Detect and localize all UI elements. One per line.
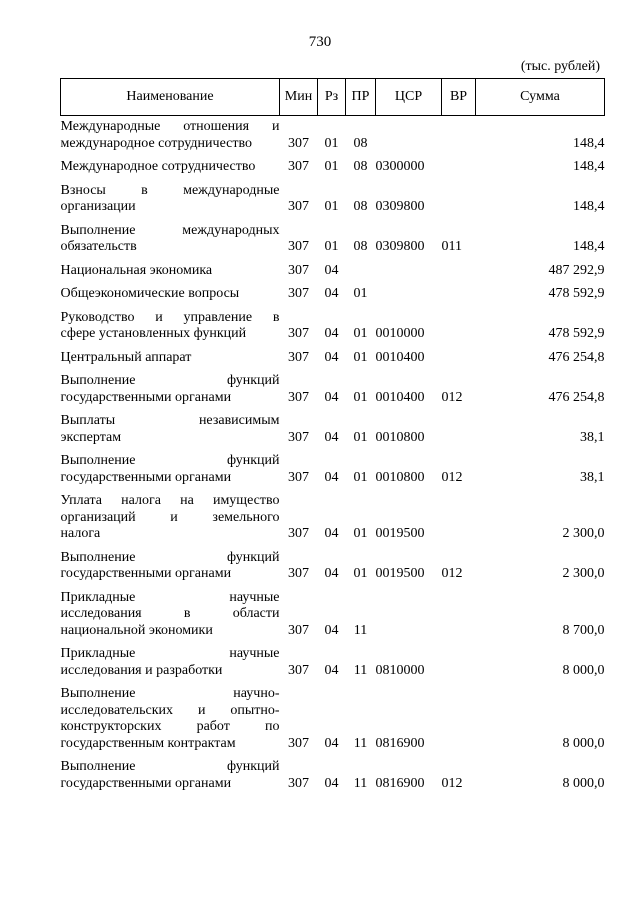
table-row xyxy=(61,260,605,284)
cell-name-line: государственным контрактам xyxy=(60,735,236,751)
cell-name xyxy=(61,683,280,756)
budget-table xyxy=(60,78,605,796)
column-header-sum: Сумма xyxy=(476,79,605,116)
cell-vr xyxy=(442,683,476,756)
cell-pr xyxy=(346,260,376,284)
cell-csr: 0019500 xyxy=(375,526,425,541)
cell-rz: 01 xyxy=(324,159,339,174)
table-row xyxy=(61,450,605,490)
cell-name-line: сфере установленных функций xyxy=(60,326,247,341)
cell-vr xyxy=(442,490,476,547)
cell-pr: 01 xyxy=(353,526,368,541)
cell-rz: 04 xyxy=(324,262,339,278)
cell-rz: 04 xyxy=(324,326,339,341)
cell-name-line: Выполнение научно- xyxy=(60,686,280,701)
cell-vr: 012 xyxy=(441,775,463,791)
cell-vr xyxy=(442,307,476,347)
cell-sum: 2 300,0 xyxy=(562,526,605,541)
cell-name-line: налога xyxy=(60,526,101,541)
cell-csr: 0019500 xyxy=(375,566,425,581)
cell-name-line: Выполнение функций xyxy=(60,373,280,388)
cell-rz: 04 xyxy=(324,469,339,485)
cell-name-line: Общеэкономические вопросы xyxy=(60,286,240,301)
cell-csr: 0810000 xyxy=(375,662,425,678)
table-row xyxy=(61,156,605,180)
table-row xyxy=(61,756,605,796)
cell-rz: 04 xyxy=(324,566,339,581)
cell-pr: 11 xyxy=(353,775,368,791)
cell-pr: 11 xyxy=(353,622,368,638)
cell-name-line: Руководство и управление в xyxy=(60,309,280,325)
cell-min: 307 xyxy=(288,349,309,365)
column-header-rz: Рз xyxy=(318,79,346,116)
cell-rz: 01 xyxy=(324,135,339,151)
cell-pr: 08 xyxy=(353,199,368,214)
cell-pr: 08 xyxy=(353,135,368,151)
cell-name xyxy=(61,220,280,260)
cell-sum: 8 000,0 xyxy=(562,775,605,791)
cell-name-line: Взносы в международные xyxy=(60,182,280,198)
cell-name-line: организаций и земельного xyxy=(60,509,280,525)
cell-name xyxy=(61,756,280,796)
cell-sum: 8 000,0 xyxy=(562,662,605,678)
cell-sum: 38,1 xyxy=(580,429,605,445)
cell-name xyxy=(61,587,280,644)
cell-pr: 11 xyxy=(353,735,368,751)
cell-csr xyxy=(376,116,442,157)
cell-name-line: Выполнение функций xyxy=(60,759,280,774)
cell-sum: 148,4 xyxy=(573,199,605,214)
cell-min: 307 xyxy=(288,286,309,301)
cell-min: 307 xyxy=(288,526,309,541)
table-body xyxy=(61,116,605,797)
cell-sum: 148,4 xyxy=(573,159,605,174)
table-row xyxy=(61,116,605,157)
table-row xyxy=(61,643,605,683)
cell-pr: 01 xyxy=(353,566,368,581)
table-row xyxy=(61,347,605,371)
cell-name xyxy=(61,643,280,683)
cell-name xyxy=(61,547,280,587)
cell-min: 307 xyxy=(288,239,309,254)
cell-name-line: Выполнение функций xyxy=(60,549,280,565)
page-number: 730 xyxy=(308,34,332,50)
cell-name-line: исследования в области xyxy=(60,606,280,621)
cell-name-line: обязательств xyxy=(60,239,137,254)
cell-pr: 01 xyxy=(353,349,368,365)
cell-csr: 0010800 xyxy=(375,429,425,445)
column-header-vr: ВР xyxy=(442,79,476,116)
table-row xyxy=(61,547,605,587)
cell-min: 307 xyxy=(288,389,309,405)
units-note: (тыс. рублей) xyxy=(520,59,600,74)
cell-min: 307 xyxy=(288,326,309,341)
cell-name-line: международное сотрудничество xyxy=(60,135,252,151)
table-row xyxy=(61,410,605,450)
cell-csr: 0010400 xyxy=(375,349,425,365)
cell-name xyxy=(61,180,280,220)
cell-name-line: Международное сотрудничество xyxy=(60,159,256,174)
cell-vr xyxy=(442,587,476,644)
cell-name xyxy=(61,283,280,307)
table-row xyxy=(61,490,605,547)
table-row xyxy=(61,683,605,756)
cell-vr xyxy=(442,116,476,157)
cell-sum: 476 254,8 xyxy=(548,389,605,405)
cell-name xyxy=(61,347,280,371)
cell-min: 307 xyxy=(288,775,309,791)
cell-name-line: экспертам xyxy=(60,429,122,445)
cell-rz: 04 xyxy=(324,775,339,791)
table-row xyxy=(61,180,605,220)
cell-sum: 478 592,9 xyxy=(548,326,605,341)
cell-csr: 0010400 xyxy=(375,389,425,405)
cell-name-line: Выполнение международных xyxy=(60,222,280,238)
cell-vr xyxy=(442,347,476,371)
cell-pr: 01 xyxy=(353,429,368,445)
cell-pr: 01 xyxy=(353,389,368,405)
cell-name-line: Прикладные научные xyxy=(60,589,280,605)
cell-rz: 04 xyxy=(324,622,339,638)
cell-min: 307 xyxy=(288,566,309,581)
cell-rz: 04 xyxy=(324,735,339,751)
cell-name-line: государственными органами xyxy=(60,469,232,485)
cell-name-line: исследования и разработки xyxy=(60,662,223,678)
cell-name-line: Выплаты независимым xyxy=(60,413,280,428)
cell-name xyxy=(61,156,280,180)
cell-vr: 012 xyxy=(441,389,463,405)
cell-sum: 478 592,9 xyxy=(548,286,605,301)
cell-min: 307 xyxy=(288,159,309,174)
cell-csr xyxy=(376,587,442,644)
cell-csr: 0300000 xyxy=(375,159,425,174)
cell-name-line: Международные отношения и xyxy=(60,119,280,134)
cell-pr: 08 xyxy=(353,159,368,174)
cell-csr: 0816900 xyxy=(375,775,425,791)
cell-vr xyxy=(442,643,476,683)
table-row xyxy=(61,370,605,410)
cell-vr xyxy=(442,410,476,450)
cell-min: 307 xyxy=(288,135,309,151)
cell-name-line: организации xyxy=(60,199,136,214)
cell-name-line: конструкторских работ по xyxy=(60,719,280,734)
cell-csr xyxy=(376,283,442,307)
cell-name xyxy=(61,116,280,157)
cell-rz: 01 xyxy=(324,239,339,254)
cell-vr: 011 xyxy=(441,239,462,254)
cell-vr: 012 xyxy=(441,566,463,581)
cell-name xyxy=(61,450,280,490)
cell-csr: 0816900 xyxy=(375,735,425,751)
cell-pr: 01 xyxy=(353,469,368,485)
cell-name-line: исследовательских и опытно- xyxy=(60,702,280,718)
cell-name-line: Центральный аппарат xyxy=(60,349,192,365)
cell-vr xyxy=(442,156,476,180)
cell-rz: 04 xyxy=(324,526,339,541)
cell-min: 307 xyxy=(288,199,309,214)
cell-name-line: Выполнение функций xyxy=(60,453,280,468)
table-row xyxy=(61,587,605,644)
cell-min: 307 xyxy=(288,662,309,678)
cell-pr: 01 xyxy=(353,286,368,301)
cell-csr: 0309800 xyxy=(375,239,425,254)
cell-name-line: Прикладные научные xyxy=(60,646,280,661)
cell-min: 307 xyxy=(288,429,309,445)
cell-sum: 148,4 xyxy=(573,239,605,254)
cell-vr xyxy=(442,180,476,220)
cell-name xyxy=(61,260,280,284)
cell-sum: 487 292,9 xyxy=(548,262,605,278)
cell-rz: 04 xyxy=(324,429,339,445)
cell-min: 307 xyxy=(288,262,309,278)
cell-csr: 0309800 xyxy=(375,199,425,214)
cell-sum: 38,1 xyxy=(580,469,605,485)
cell-csr: 0010000 xyxy=(375,326,425,341)
column-header-min: Мин xyxy=(280,79,318,116)
cell-pr: 08 xyxy=(353,239,368,254)
column-header-pr: ПР xyxy=(346,79,376,116)
cell-name xyxy=(61,370,280,410)
cell-sum: 2 300,0 xyxy=(562,566,605,581)
column-header-csr: ЦСР xyxy=(376,79,442,116)
cell-vr: 012 xyxy=(441,469,463,485)
cell-rz: 04 xyxy=(324,349,339,365)
cell-rz: 04 xyxy=(324,389,339,405)
cell-sum: 148,4 xyxy=(573,135,605,151)
cell-min: 307 xyxy=(288,622,309,638)
cell-name xyxy=(61,410,280,450)
table-header xyxy=(61,79,605,116)
cell-csr: 0010800 xyxy=(375,469,425,485)
cell-rz: 01 xyxy=(324,199,339,214)
cell-name-line: Национальная экономика xyxy=(60,262,213,278)
cell-sum: 8 000,0 xyxy=(562,735,605,751)
cell-csr xyxy=(376,260,442,284)
cell-name-line: государственными органами xyxy=(60,566,232,581)
table-row xyxy=(61,283,605,307)
cell-name-line: государственными органами xyxy=(60,775,232,791)
cell-min: 307 xyxy=(288,735,309,751)
cell-name-line: Уплата налога на имущество xyxy=(60,493,280,508)
cell-vr xyxy=(442,283,476,307)
table-row xyxy=(61,307,605,347)
cell-vr xyxy=(442,260,476,284)
cell-rz: 04 xyxy=(324,286,339,301)
cell-sum: 8 700,0 xyxy=(562,622,605,638)
cell-rz: 04 xyxy=(324,662,339,678)
cell-name xyxy=(61,307,280,347)
cell-pr: 11 xyxy=(353,662,368,678)
cell-pr: 01 xyxy=(353,326,368,341)
cell-name-line: национальной экономики xyxy=(60,622,213,638)
cell-name-line: государственными органами xyxy=(60,389,232,405)
column-header-name: Наименование xyxy=(61,79,280,116)
table-row xyxy=(61,220,605,260)
cell-sum: 476 254,8 xyxy=(548,349,605,365)
cell-name xyxy=(61,490,280,547)
cell-min: 307 xyxy=(288,469,309,485)
